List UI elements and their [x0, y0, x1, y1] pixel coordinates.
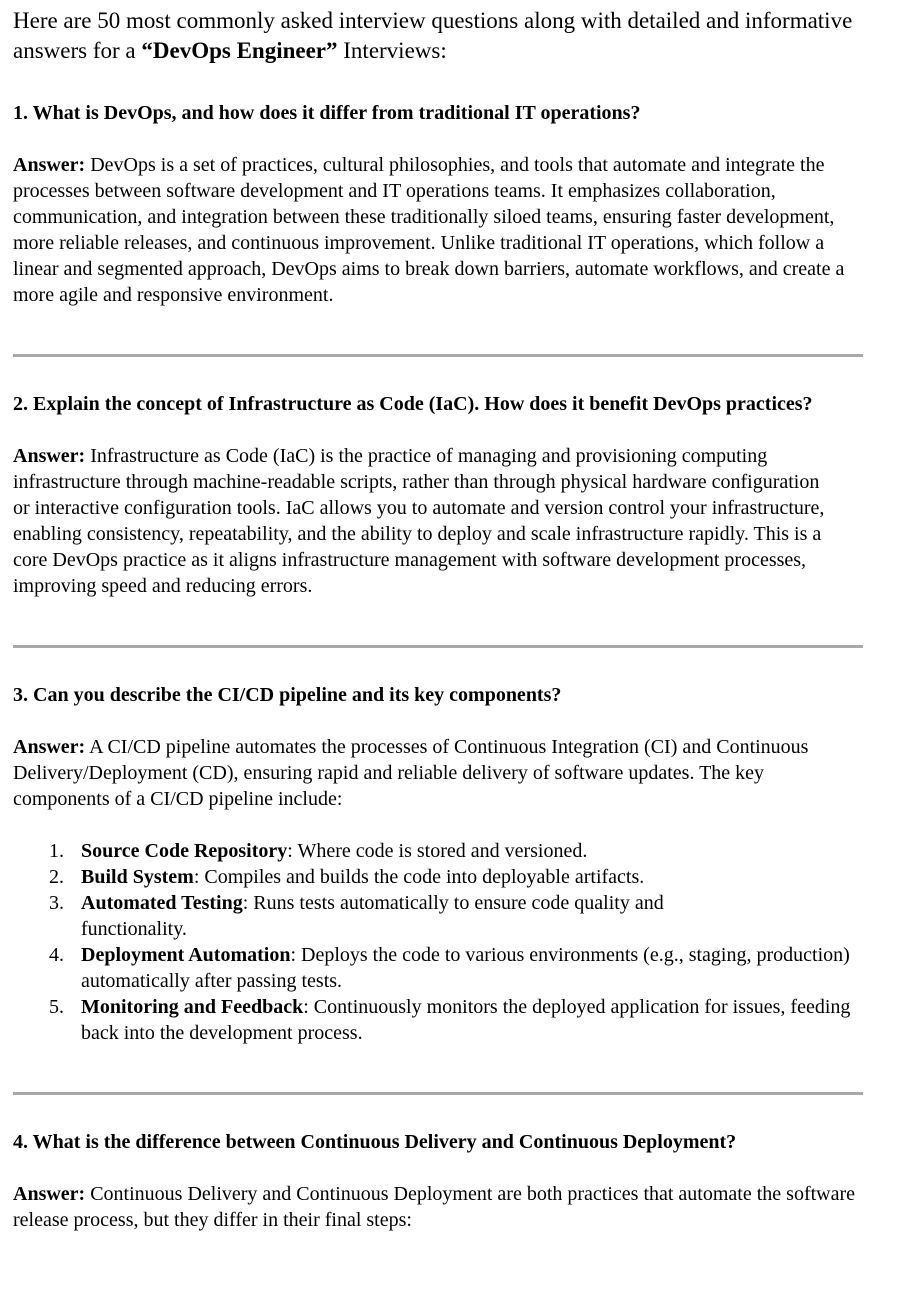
section-divider-1 — [13, 354, 863, 357]
list-item — [13, 864, 853, 890]
intro-role: “DevOps Engineer” — [141, 38, 338, 63]
question-3-answer — [13, 734, 833, 812]
question-1-answer — [13, 152, 865, 308]
list-item — [13, 890, 761, 942]
question-2-heading: 2. Explain the concept of Infrastructure as Code (IaC). How does it benefit DevOps practices? — [13, 393, 813, 415]
question-1 — [13, 100, 865, 308]
list-item-number: 1. — [49, 840, 64, 862]
list-item-number: 5. — [49, 996, 64, 1018]
list-item-description: : Continuously monitors the deployed application for issues, feeding back into the development process. — [81, 996, 851, 1044]
list-item-term: Source Code Repository — [81, 840, 288, 862]
question-4-answer — [13, 1181, 865, 1233]
question-4-heading: 4. What is the difference between Continuous Delivery and Continuous Deployment? — [13, 1131, 737, 1153]
list-item — [13, 838, 853, 864]
list-item-term: Build System — [81, 866, 194, 888]
list-item-description: : Compiles and builds the code into deployable artifacts. — [193, 866, 645, 888]
intro-suffix: Interviews: — [337, 38, 447, 63]
answer-label: Answer: — [13, 154, 86, 176]
list-item-description: : Deploys the code to various environments (e.g., staging, production) automatically after passing tests. — [81, 944, 850, 992]
question-3-heading: 3. Can you describe the CI/CD pipeline and its key components? — [13, 684, 562, 706]
question-3-answer-text: A CI/CD pipeline automates the processes of Continuous Integration (CI) and Continuous Delivery/Deployment (CD), ensuring rapid and reliable delivery of software updates. The key components of a CI/CD pipeline include: — [13, 736, 809, 810]
list-item-term: Monitoring and Feedback — [81, 996, 304, 1018]
list-item-number: 4. — [49, 944, 64, 966]
list-item-term: Deployment Automation — [81, 944, 291, 966]
document-page — [13, 6, 865, 1233]
question-3 — [13, 682, 865, 1046]
question-1-heading: 1. What is DevOps, and how does it differ from traditional IT operations? — [13, 102, 641, 124]
list-item — [13, 994, 853, 1046]
answer-label: Answer: — [13, 736, 86, 758]
question-2-answer — [13, 443, 828, 599]
list-item-description: : Where code is stored and versioned. — [287, 840, 588, 862]
pipeline-components-list — [13, 838, 853, 1046]
section-divider-3 — [13, 1092, 863, 1095]
question-2 — [13, 391, 865, 599]
question-2-answer-text: Infrastructure as Code (IaC) is the practice of managing and provisioning computing infrastructure through machine-readable scripts, rather than through physical hardware configuration or interactive configuration tools. IaC allows you to automate and version control your infrastructure, enabling consistency, repeatability, and the ability to deploy and scale infrastructure rapidly. This is a core DevOps practice as it aligns infrastructure management with software development processes, improving speed and reducing errors. — [13, 445, 825, 597]
intro-prefix: Here are 50 most commonly asked interview questions along with detailed and informative answers for a — [13, 8, 853, 63]
intro-paragraph — [13, 6, 865, 66]
question-4-answer-text: Continuous Delivery and Continuous Deployment are both practices that automate the software release process, but they differ in their final steps: — [13, 1183, 856, 1231]
list-item — [13, 942, 853, 994]
list-item-term: Automated Testing — [81, 892, 243, 914]
question-4 — [13, 1129, 865, 1233]
section-divider-2 — [13, 645, 863, 648]
question-1-answer-text: DevOps is a set of practices, cultural philosophies, and tools that automate and integrate the processes between software development and IT operations teams. It emphasizes collaboration, communication, and integration between these traditionally siloed teams, ensuring faster development, more reliable releases, and continuous improvement. Unlike traditional IT operations, which follow a linear and segmented approach, DevOps aims to break down barriers, automate workflows, and create a more agile and responsive environment. — [13, 154, 845, 306]
answer-label: Answer: — [13, 445, 86, 467]
list-item-number: 3. — [49, 892, 64, 914]
list-item-description: : Runs tests automatically to ensure code quality and functionality. — [81, 892, 664, 940]
list-item-number: 2. — [49, 866, 64, 888]
answer-label: Answer: — [13, 1183, 86, 1205]
